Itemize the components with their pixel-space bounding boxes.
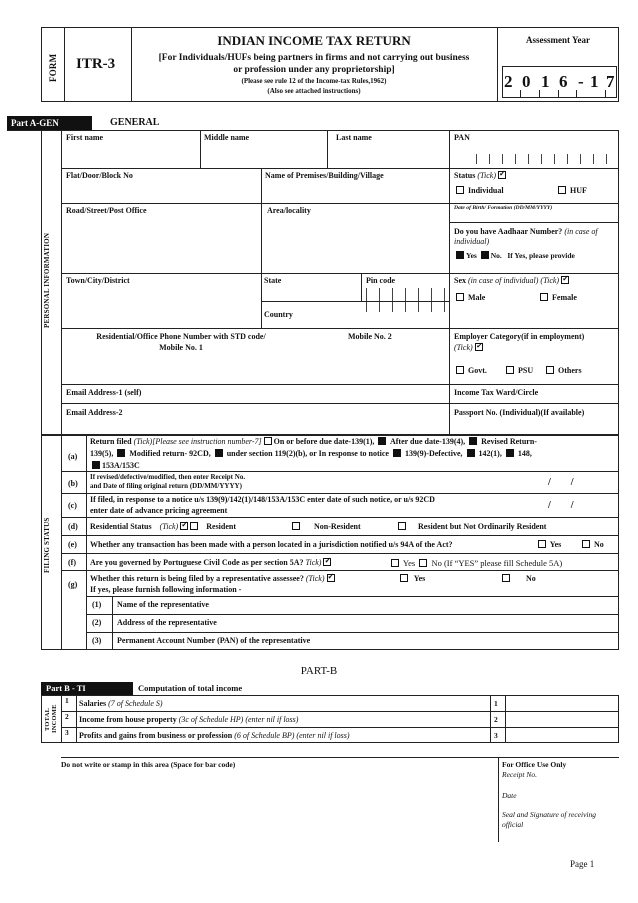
aadhaar-question: Do you have Aadhaar Number? (in case of individual) [454,227,598,246]
status-label: Status (Tick)✓ [454,171,506,180]
assessment-year-digit: 1 [541,72,550,91]
filing-a-line2[interactable]: 139(5), Modified return- 92CD, under section 119(2)(b), or In response to notice 139(9)-Defective, 142(1), 148, [90,449,532,458]
filing-e-question: Whether any transaction has been made with a person located in a jurisdiction notified u/s 94A of the Act? [90,540,453,549]
pan-cell[interactable] [554,154,555,164]
filing-g-question: Whether this return is being filed by a representative assessee? (Tick)✓ [90,574,335,583]
pincode-label: Pin code [366,276,396,285]
employer-category-label: Employer Category(if in employment) [454,332,585,341]
filing-f-label: (f) [68,558,76,567]
filing-f-question: Are you governed by Portuguese Civil Code as per section 5A? Tick)✓ [90,558,331,567]
filing-g-label: (g) [68,580,78,589]
pincode-cell[interactable] [431,288,432,312]
personal-info-side-label: PERSONAL INFORMATION [43,232,51,328]
instructions-note: (Also see attached instructions) [267,87,361,95]
assessment-year-label: Assessment Year [526,35,590,45]
total-income-side-label: TOTAL INCOME [44,704,58,734]
part-a-tag: Part A-GEN [7,116,92,130]
part-b-heading: Computation of total income [138,683,243,693]
filing-a-line3[interactable]: 153A/153C [90,461,140,470]
date-label: Date [502,791,517,800]
computation-row-ref: 3 [494,731,498,740]
filing-b-line1: If revised/defective/modified, then enter Receipt No. [90,473,246,481]
pincode-cell[interactable] [444,288,445,312]
ward-circle-label: Income Tax Ward/Circle [454,388,539,397]
filing-c-line2: enter date of advance pricing agreement [90,506,228,515]
page-number: Page 1 [570,859,595,869]
employer-govt-option[interactable]: Govt. [454,366,487,375]
computation-amount-field[interactable] [506,696,618,710]
computation-row-ref: 2 [494,715,498,724]
pincode-cell[interactable] [418,288,419,312]
computation-row-label: Salaries (7 of Schedule S) [79,699,163,708]
aadhaar-options[interactable]: Yes No. If Yes, please provide [454,251,575,260]
assessment-year-digit: - [578,72,584,91]
flat-label: Flat/Door/Block No [66,171,133,180]
form-number: ITR-3 [76,56,116,72]
dob-label: Date of Birth/ Formation (DD/MM/YYYY) [454,205,553,211]
notice-date-field[interactable]: / / [548,500,574,511]
computation-row-label: Income from house property (3c of Schedule HP) (enter nil if loss) [79,715,299,724]
form-title: INDIAN INCOME TAX RETURN [217,33,411,48]
pincode-cell[interactable] [379,288,380,312]
filing-c-line1: If filed, in response to a notice u/s 139(9)/142(1)/148/153A/153C enter date of such notice, or u/s 92CD [90,495,435,504]
computation-row-number: 2 [65,712,69,721]
computation-amount-field[interactable] [506,712,618,726]
email-1-label: Email Address-1 (self) [66,388,142,397]
filing-a-label: (a) [68,452,78,461]
pan-cell[interactable] [476,154,477,164]
filing-c-label: (c) [68,501,77,510]
filing-g-yes[interactable]: Yes [398,574,425,583]
assessment-year-digit: 2 [504,72,513,91]
office-use-label: For Office Use Only [502,760,567,769]
last-name-label: Last name [336,133,372,142]
middle-name-label: Middle name [204,133,250,142]
pan-cell[interactable] [606,154,607,164]
employer-tick-label: (Tick)✓ [454,343,483,352]
filing-a-line1[interactable]: Return filed (Tick)[Please see instruction number-7] On or before due date-139(1), After due date-139(4), Revised Return- [90,437,537,446]
pan-cell[interactable] [567,154,568,164]
filing-d-label: (d) [68,522,78,531]
computation-amount-field[interactable] [506,728,618,742]
pan-cell[interactable] [502,154,503,164]
pincode-cell[interactable] [405,288,406,312]
part-b-tag: Part B - TI [41,682,133,695]
receipt-no-label: Receipt No. [502,770,537,779]
country-label: Country [264,310,293,319]
mobile-2-label: Mobile No. 2 [348,332,392,341]
pincode-cell[interactable] [392,288,393,312]
pan-cell[interactable] [489,154,490,164]
computation-row-label: Profits and gains from business or profession (6 of Schedule BP) (enter nil if loss) [79,731,350,740]
barcode-area-note: Do not write or stamp in this area (Space for bar code) [61,760,236,769]
rnor-option[interactable]: Resident but Not Ordinarily Resident [396,522,546,531]
mobile-1-label: Mobile No. 1 [159,343,203,352]
status-individual-option[interactable]: Individual [454,186,504,195]
pan-cell[interactable] [528,154,529,164]
first-name-label: First name [66,133,104,142]
sex-label: Sex (in case of individual) (Tick)✓ [454,276,569,285]
assessment-year-digit: 0 [522,72,531,91]
pincode-cell[interactable] [366,288,367,312]
town-label: Town/City/District [66,276,130,285]
filing-b-label: (b) [68,479,78,488]
part-a-heading: GENERAL [110,117,160,128]
filing-e-label: (e) [68,540,77,549]
employer-psu-option[interactable]: PSU [504,366,533,375]
filing-status-side-label: FILING STATUS [43,517,51,573]
filing-e-yes[interactable]: Yes [536,540,561,549]
assessment-year-digit: 6 [559,72,568,91]
residential-status-row[interactable]: Residential Status (Tick)✓ Resident [90,522,236,531]
road-label: Road/Street/Post Office [66,206,147,215]
employer-others-option[interactable]: Others [544,366,582,375]
pan-cell[interactable] [541,154,542,164]
sex-female-option[interactable]: Female [538,293,577,302]
email-2-label: Email Address-2 [66,408,123,417]
form-subtitle-2: or profession under any proprietorship] [233,65,395,75]
filing-g-line2: If yes, please furnish following information - [90,585,242,594]
representative-row-label: Permanent Account Number (PAN) of the representative [117,636,311,645]
passport-label: Passport No. (Individual)(If available) [454,408,585,417]
filing-b-line2: and Date of filing original return (DD/MM/YYYY) [90,482,242,490]
computation-row-ref: 1 [494,699,498,708]
status-huf-option[interactable]: HUF [556,186,587,195]
non-resident-option[interactable]: Non-Resident [290,522,361,531]
representative-row-label: Address of the representative [117,618,217,627]
part-b-title: PART-B [300,665,338,677]
representative-row-number: (3) [92,636,102,645]
rule-note: (Please see rule 12 of the Income-tax Rules,1962) [241,77,387,85]
assessment-year-digit: 1 [590,72,599,91]
pan-cell[interactable] [593,154,594,164]
form-label: FORM [48,53,58,82]
premises-label: Name of Premises/Building/Village [265,171,384,180]
filing-g-no[interactable]: No [500,574,536,583]
sex-male-option[interactable]: Male [454,293,485,302]
pan-cell[interactable] [580,154,581,164]
filing-e-no[interactable]: No [580,540,604,549]
pan-cell[interactable] [515,154,516,164]
assessment-year-digit: 7 [606,72,615,91]
representative-row-number: (2) [92,618,102,627]
computation-row-number: 3 [65,728,69,737]
form-subtitle-1: [For Individuals/HUFs being partners in firms and not carrying out business [158,53,470,63]
area-label: Area/locality [267,206,311,215]
filing-f-options[interactable]: Yes No (If “YES” please fill Schedule 5A) [389,558,562,568]
representative-row-number: (1) [92,600,102,609]
state-label: State [264,276,282,285]
phone-label: Residential/Office Phone Number with STD code/ [96,332,266,341]
pan-label: PAN [454,133,470,142]
seal-signature-label: Seal and Signature of receiving official [502,810,597,829]
computation-row-number: 1 [65,696,69,705]
representative-row-label: Name of the representative [117,600,209,609]
original-return-date-field[interactable]: / / [548,477,574,488]
